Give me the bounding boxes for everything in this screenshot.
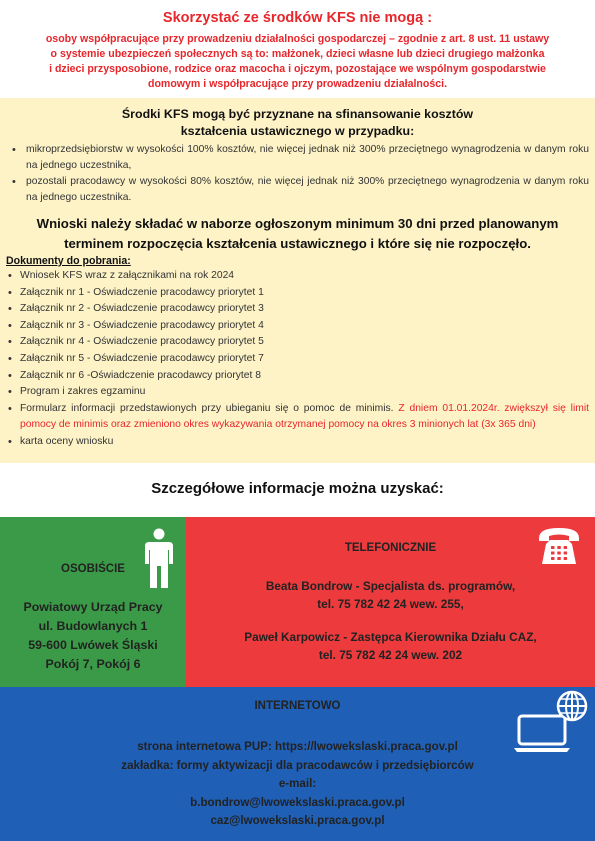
applications-title-line: terminem rozpoczęcia kształcenia ustawicznego i które się nie rozpoczęło. (64, 236, 531, 251)
funding-list (6, 142, 589, 206)
internet-label: INTERNETOWO (254, 700, 341, 712)
funding-title (6, 106, 589, 140)
phone-contact-2 (186, 628, 595, 664)
document-link[interactable]: • Załącznik nr 5 - Oświadczenie pracodawcy priorytet 7 (6, 351, 589, 368)
office-address (0, 598, 186, 674)
restrictions-text (0, 32, 595, 92)
address-line: 59-600 Lwówek Śląski (28, 638, 158, 652)
contact-name: Paweł Karpowicz - Zastępca Kierownika Działu CAZ, (244, 630, 537, 644)
tab-info: zakładka: formy aktywizacji dla pracodawców i przedsiębiorców (121, 758, 474, 772)
document-link[interactable]: • Program i zakres egzaminu (6, 384, 589, 401)
phone-label: TELEFONICZNIE (344, 542, 437, 554)
restrictions-section (0, 0, 595, 98)
de-minimis-note: Z dniem 01.01.2024r. zwiększył się limit pomocy de minimis oraz zmieniono okres wykazywania otrzymanej pomocy na okres 3 minionych lat (3x 365 dni) (20, 402, 589, 431)
in-person-label: OSOBIŚCIE (61, 563, 125, 575)
funding-title-line: Środki KFS mogą być przyznane na sfinansowanie kosztów (121, 107, 474, 121)
restrictions-line: osoby współpracujące przy prowadzeniu działalności gospodarczej – zgodnie z art. 8 ust. 11 ustawy (45, 33, 550, 45)
document-link[interactable]: • Załącznik nr 2 - Oświadczenie pracodawcy priorytet 3 (6, 301, 589, 318)
form-item-text: Formularz informacji przedstawionych przy ubieganiu się o pomoc de minimis. (20, 402, 394, 414)
contact-name: Beata Bondrow - Specjalista ds. programów, (265, 579, 516, 593)
restrictions-line: i dzieci przysposobione, rodzice oraz macocha i ojczym, pozostające we wspólnym gospodarstwie (49, 63, 546, 75)
restrictions-title: Skorzystać ze środków KFS nie mogą : (162, 10, 433, 26)
document-link[interactable]: • Załącznik nr 1 - Oświadczenie pracodawcy priorytet 1 (6, 285, 589, 302)
person-icon (144, 528, 174, 590)
document-link[interactable]: • Załącznik nr 4 - Oświadczenie pracodawcy priorytet 5 (6, 334, 589, 351)
document-link[interactable]: • Wniosek KFS wraz z załącznikami na rok 2024 (6, 268, 589, 285)
contact-phone[interactable]: tel. 75 782 42 24 wew. 255, (317, 597, 464, 611)
document-link[interactable]: • Załącznik nr 6 -Oświadczenie pracodawcy priorytet 8 (6, 368, 589, 385)
email-link[interactable]: b.bondrow@lwowekslaski.praca.gov.pl (190, 795, 405, 809)
internet-contact (0, 738, 595, 831)
funding-title-line: kształcenia ustawicznego w przypadku: (180, 124, 415, 138)
phone-contact-1 (186, 577, 595, 613)
document-link[interactable]: • karta oceny wniosku (6, 434, 589, 451)
email-link[interactable]: caz@lwowekslaski.praca.gov.pl (210, 814, 385, 827)
contact-heading: Szczegółowe informacje można uzyskać: (151, 480, 444, 497)
documents-list (6, 268, 589, 451)
address-line: ul. Budowlanych 1 (38, 619, 148, 633)
email-label: e-mail: (278, 777, 317, 790)
contact-phone[interactable]: tel. 75 782 42 24 wew. 202 (318, 648, 463, 662)
address-line: Powiatowy Urząd Pracy (23, 600, 163, 614)
restrictions-line: o systemie ubezpieczeń społecznych są to: małżonek, dzieci własne lub dzieci drugiego małżonka (50, 48, 545, 60)
documents-heading: Dokumenty do pobrania: (6, 255, 131, 267)
list-item: • mikroprzedsiębiorstw w wysokości 100% kosztów, nie więcej jednak niż 300% przeciętnego wynagrodzenia w danym roku na jednego uczestnika, (6, 142, 589, 174)
funding-section (0, 98, 595, 463)
document-link[interactable]: • Załącznik nr 3 - Oświadczenie pracodawcy priorytet 4 (6, 318, 589, 335)
list-item: • pozostali pracodawcy w wysokości 80% kosztów, nie więcej jednak niż 300% przeciętnego wynagrodzenia w danym roku na jednego uczestnika. (6, 174, 589, 206)
website-link[interactable]: strona internetowa PUP: https://lwowekslaski.praca.gov.pl (137, 740, 458, 753)
restrictions-line: domowym i współpracujące przy prowadzeniu działalności. (147, 78, 448, 90)
address-line: Pokój 7, Pokój 6 (45, 657, 141, 671)
applications-title (6, 214, 589, 254)
applications-title-line: Wnioski należy składać w naborze ogłoszonym minimum 30 dni przed planowanym (36, 216, 559, 231)
document-link[interactable] (6, 401, 589, 434)
